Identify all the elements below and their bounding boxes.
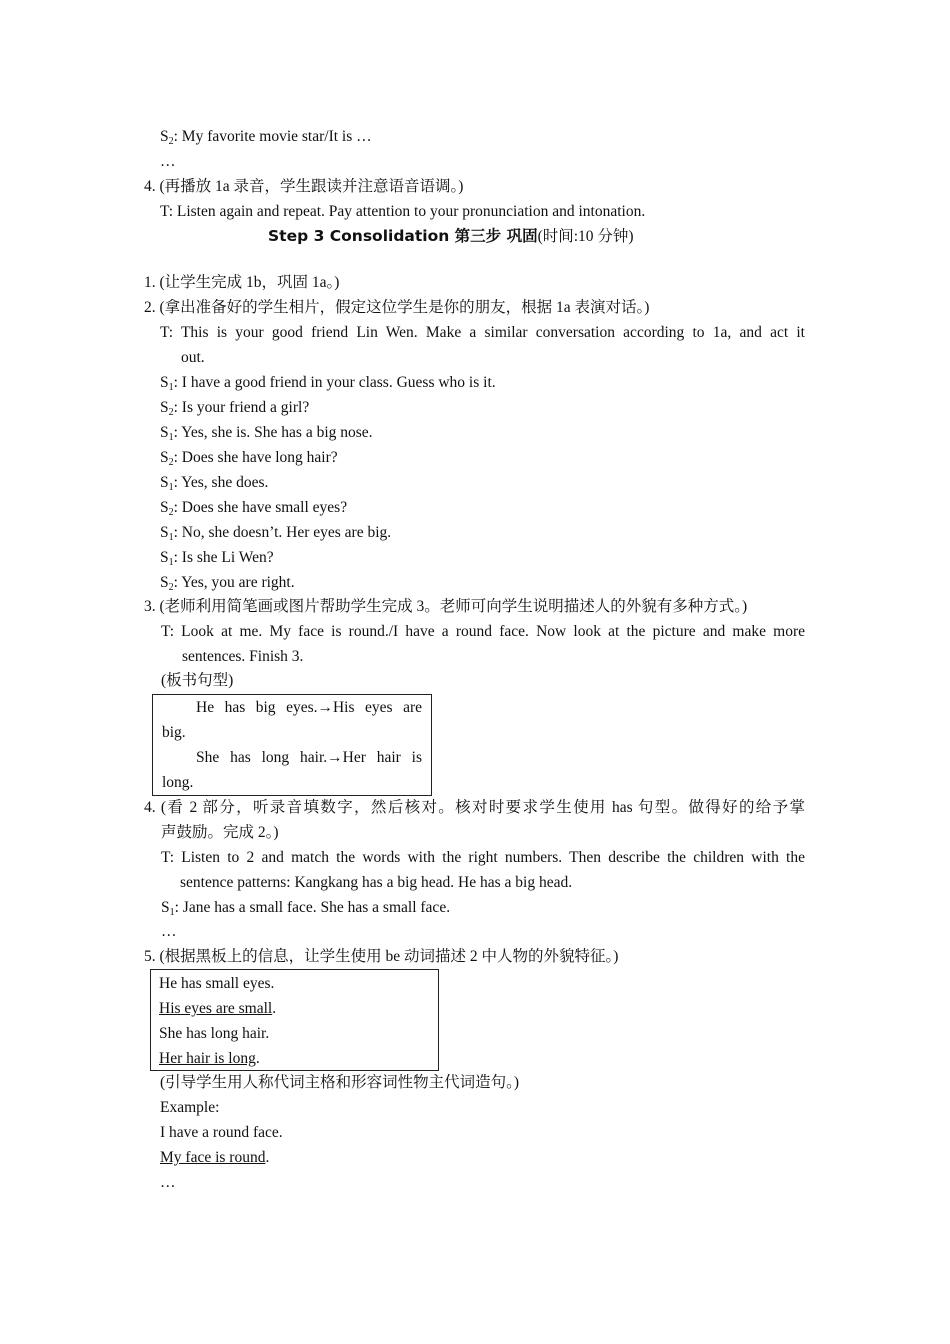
item-instruction: (拿出准备好的学生相片，假定这位学生是你的朋友，根据 1a 表演对话。) — [159, 299, 650, 316]
dialogue-line — [160, 523, 391, 548]
teacher-line: T: Listen again and repeat. Pay attention to your pronunciation and intonation. — [160, 203, 646, 220]
list-item-1-instruction — [144, 273, 339, 293]
box-line: He has big eyes.→His eyes are — [196, 699, 422, 716]
speaker-subscript: 1 — [168, 557, 174, 568]
box-line: big. — [162, 724, 186, 741]
item-number: 1. — [144, 274, 156, 291]
list-item-5-instruction — [144, 947, 618, 967]
board-label: (板书句型) — [161, 672, 234, 689]
speaker: S — [160, 574, 169, 591]
dialogue-text: : I have a good friend in your class. Guess who is it. — [173, 374, 496, 391]
section-time: (时间:10 分钟) — [537, 228, 634, 245]
item-instruction: (老师利用简笔画或图片帮助学生完成 3。老师可向学生说明描述人的外貌有多种方式。) — [159, 598, 748, 615]
teacher-line: T: Listen to 2 and match the words with the right numbers. Then describe the children with the — [161, 849, 805, 866]
item-number: 3. — [144, 598, 156, 615]
punctuation: . — [272, 1000, 277, 1017]
dialogue-line — [160, 498, 347, 523]
box-line — [159, 999, 276, 1019]
box-line: She has long hair.→Her hair is — [196, 749, 422, 766]
teacher-line-continued: out. — [181, 349, 205, 366]
dialogue-text: : Jane has a small face. She has a small face. — [174, 899, 451, 916]
ellipsis: … — [160, 1174, 176, 1191]
speaker-subscript: 2 — [168, 136, 174, 147]
speaker: S — [160, 399, 169, 416]
teacher-line: T: Look at me. My face is round./I have a round face. Now look at the picture and make more — [161, 623, 805, 640]
board-sentence-box — [152, 694, 432, 796]
dialogue-line — [160, 573, 295, 598]
list-item-2-instruction — [144, 298, 649, 318]
speaker-subscript: 1 — [168, 432, 174, 443]
dialogue-text: : Yes, you are right. — [173, 574, 295, 591]
dialogue-text: : Is your friend a girl? — [173, 399, 310, 416]
example-sentence — [160, 1148, 269, 1168]
dialogue-text: : Does she have long hair? — [173, 449, 338, 466]
dialogue-line — [160, 373, 496, 398]
dialogue-line — [161, 898, 450, 923]
section-heading — [268, 226, 634, 247]
speaker-subscript: 1 — [168, 482, 174, 493]
item-instruction: (看 2 部分，听录音填数字，然后核对。核对时要求学生使用 has 句型。做得好的给予掌 — [160, 799, 806, 816]
item-number: 5. — [144, 948, 156, 965]
item-number: 4. — [144, 178, 156, 195]
example-sentence: I have a round face. — [160, 1124, 283, 1141]
dialogue-line — [160, 473, 268, 498]
speaker: S — [160, 128, 169, 145]
underlined-answer: Her hair is long — [159, 1050, 256, 1067]
be-verb-sentence-box — [150, 969, 439, 1071]
dialogue-text: : No, she doesn’t. Her eyes are big. — [173, 524, 392, 541]
speaker: S — [160, 449, 169, 466]
box-line: long. — [162, 774, 194, 791]
speaker-subscript: 2 — [168, 507, 174, 518]
dialogue-text: : Yes, she does. — [173, 474, 269, 491]
teacher-line-continued: sentences. Finish 3. — [182, 648, 304, 665]
speaker: S — [161, 899, 170, 916]
speaker: S — [160, 549, 169, 566]
dialogue-text: : My favorite movie star/It is … — [173, 128, 372, 145]
item-number: 2. — [144, 299, 156, 316]
speaker: S — [160, 424, 169, 441]
underlined-answer: His eyes are small — [159, 1000, 273, 1017]
punctuation: . — [255, 1050, 260, 1067]
item-number: 4. — [144, 799, 156, 816]
box-line: He has small eyes. — [159, 975, 275, 992]
item-instruction: (根据黑板上的信息，让学生使用 be 动词描述 2 中人物的外貌特征。) — [159, 948, 619, 965]
dialogue-text: : Yes, she is. She has a big nose. — [173, 424, 373, 441]
speaker-subscript: 2 — [168, 407, 174, 418]
box-line — [159, 1049, 260, 1069]
dialogue-text: : Is she Li Wen? — [173, 549, 274, 566]
example-label: Example: — [160, 1099, 220, 1116]
teacher-line-continued: sentence patterns: Kangkang has a big head. He has a big head. — [180, 874, 573, 891]
speaker-subscript: 1 — [169, 907, 175, 918]
ellipsis: … — [161, 923, 177, 940]
speaker: S — [160, 524, 169, 541]
speaker: S — [160, 499, 169, 516]
box-line: She has long hair. — [159, 1025, 270, 1042]
item-instruction-continued: 声鼓励。完成 2。) — [161, 824, 279, 841]
dialogue-line — [160, 423, 373, 448]
speaker-subscript: 2 — [168, 457, 174, 468]
dialogue-line — [160, 548, 274, 573]
speaker-subscript: 1 — [168, 382, 174, 393]
punctuation: . — [265, 1149, 270, 1166]
speaker-subscript: 2 — [168, 582, 174, 593]
list-item-3-instruction — [144, 597, 747, 617]
list-item-4-instruction — [144, 798, 805, 818]
dialogue-line — [160, 127, 372, 152]
ellipsis: … — [160, 153, 176, 170]
section-title: Step 3 Consolidation 第三步 巩固 — [268, 227, 538, 245]
list-item-4-instruction — [144, 177, 463, 197]
speaker-subscript: 1 — [168, 532, 174, 543]
dialogue-line — [160, 448, 338, 473]
underlined-answer: My face is round — [160, 1149, 266, 1166]
speaker: S — [160, 474, 169, 491]
dialogue-text: : Does she have small eyes? — [173, 499, 348, 516]
speaker: S — [160, 374, 169, 391]
item-instruction: (让学生完成 1b，巩固 1a。) — [159, 274, 340, 291]
teacher-line: T: This is your good friend Lin Wen. Make a similar conversation according to 1a, and act it — [160, 324, 805, 341]
item-instruction: (再播放 1a 录音，学生跟读并注意语音语调。) — [159, 178, 464, 195]
guide-note: (引导学生用人称代词主格和形容词性物主代词造句。) — [160, 1074, 520, 1091]
dialogue-line — [160, 398, 309, 423]
